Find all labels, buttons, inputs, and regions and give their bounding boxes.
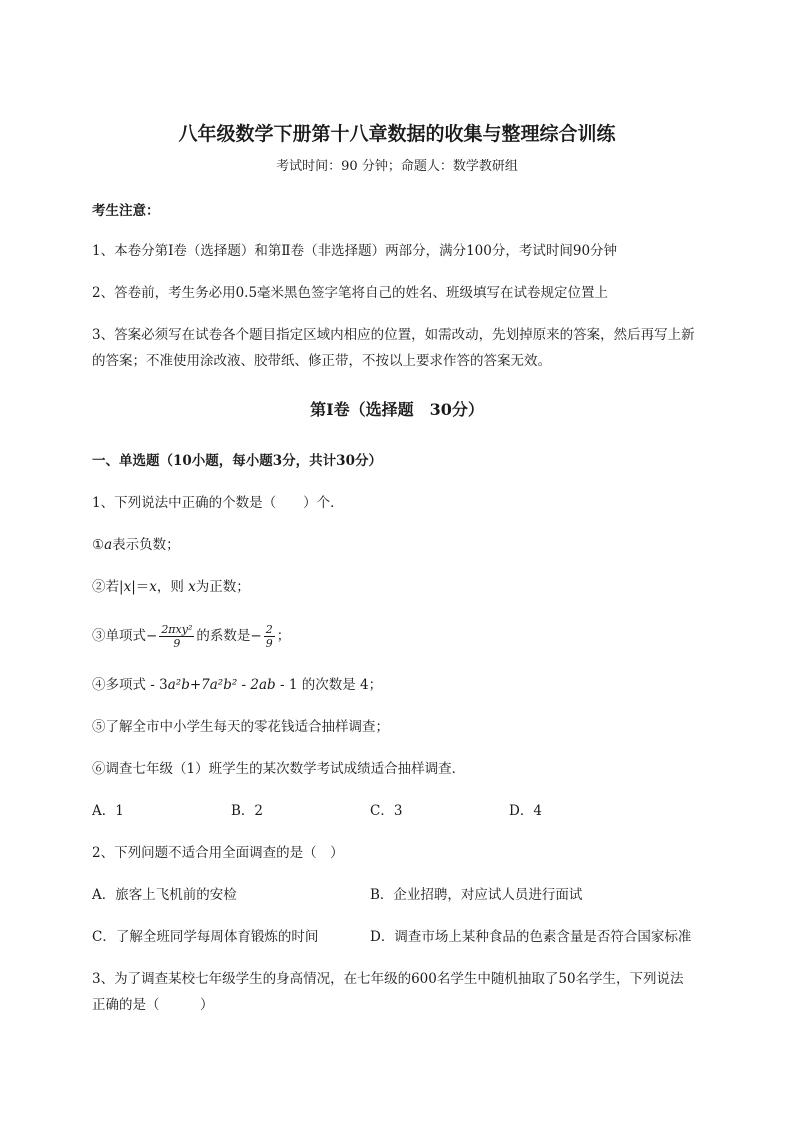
option-c: C．了解全班同学每周体育锻炼的时间 xyxy=(92,929,319,945)
fraction-numerator: 2πxy² xyxy=(161,623,193,636)
statement-text: ； xyxy=(276,628,291,644)
math-var: x xyxy=(149,579,157,595)
statement-text: ，则 xyxy=(156,579,189,595)
math-var: a xyxy=(104,537,113,553)
fraction-denominator: 9 xyxy=(173,637,181,650)
statement-text: 表示负数； xyxy=(112,537,180,553)
notice-item: 3、答案必须写在试卷各个题目指定区域内相应的位置，如需改动，先划掉原来的答案，然后再写上新 xyxy=(92,327,695,343)
question-2-stem: 2、下列问题不适合用全面调查的是（ ） xyxy=(92,845,344,861)
fraction-denominator: 9 xyxy=(265,637,273,650)
option-a: A．旅客上飞机前的安检 xyxy=(92,887,237,903)
option-b: B．企业招聘，对应试人员进行面试 xyxy=(370,887,583,903)
statement-text: 为正数； xyxy=(195,579,250,595)
exam-subtitle: 考试时间：90 分钟；命题人：数学教研组 xyxy=(276,159,518,174)
statement-marker: ① xyxy=(92,537,105,553)
math-var: x xyxy=(188,579,196,595)
option-b: B．2 xyxy=(231,803,264,819)
part-heading: 一、单选题（10小题，每小题3分，共计30分） xyxy=(92,453,382,469)
notice-item: 2、答卷前，考生务必用0.5毫米黑色签字笔将自己的姓名、班级填写在试卷规定位置上 xyxy=(92,285,609,301)
statement-text: |＝ xyxy=(131,579,150,595)
fraction xyxy=(159,623,194,650)
question-3-stem: 3、为了调查某校七年级学生的身高情况，在七年级的600名学生中随机抽取了50名学生，下列说法 xyxy=(92,971,684,987)
option-d: D．调查市场上某种食品的色素含量是否符合国家标准 xyxy=(370,929,692,945)
statement-text: ③单项式− xyxy=(92,628,158,644)
statement-2 xyxy=(92,578,250,596)
option-d: D．4 xyxy=(509,803,542,819)
section-title: 第Ⅰ卷（选择题 30分） xyxy=(310,400,484,419)
page-title: 八年级数学下册第十八章数据的收集与整理综合训练 xyxy=(178,123,616,145)
statement-1 xyxy=(92,536,180,554)
statement-text: - 1 的次数是 4； xyxy=(275,677,383,693)
statement-4 xyxy=(92,676,382,694)
statement-6: ⑥调查七年级（1）班学生的某次数学考试成绩适合抽样调查． xyxy=(92,761,466,777)
math-var: x xyxy=(123,579,132,595)
statement-3 xyxy=(92,620,290,652)
option-c: C．3 xyxy=(370,803,403,819)
math-expression: a²b+7a²b² - 2ab xyxy=(167,677,276,693)
statement-text: 的系数是− xyxy=(196,628,262,644)
fraction xyxy=(264,623,275,650)
question-3-stem-cont: 正确的是（ ） xyxy=(92,997,214,1013)
option-a: A．1 xyxy=(92,803,124,819)
statement-text: ④多项式 - 3 xyxy=(92,677,168,693)
notice-item: 的答案；不准使用涂改液、胶带纸、修正带，不按以上要求作答的答案无效。 xyxy=(92,353,551,369)
notice-item: 1、本卷分第Ⅰ卷（选择题）和第Ⅱ卷（非选择题）两部分，满分100分，考试时间90分钟 xyxy=(92,243,618,259)
question-1-stem: 1、下列说法中正确的个数是（ ）个． xyxy=(92,495,344,511)
notice-heading: 考生注意： xyxy=(92,203,160,219)
fraction-numerator: 2 xyxy=(265,623,273,636)
statement-5: ⑤了解全市中小学生每天的零花钱适合抽样调查； xyxy=(92,719,389,735)
statement-text: ②若| xyxy=(92,579,124,595)
